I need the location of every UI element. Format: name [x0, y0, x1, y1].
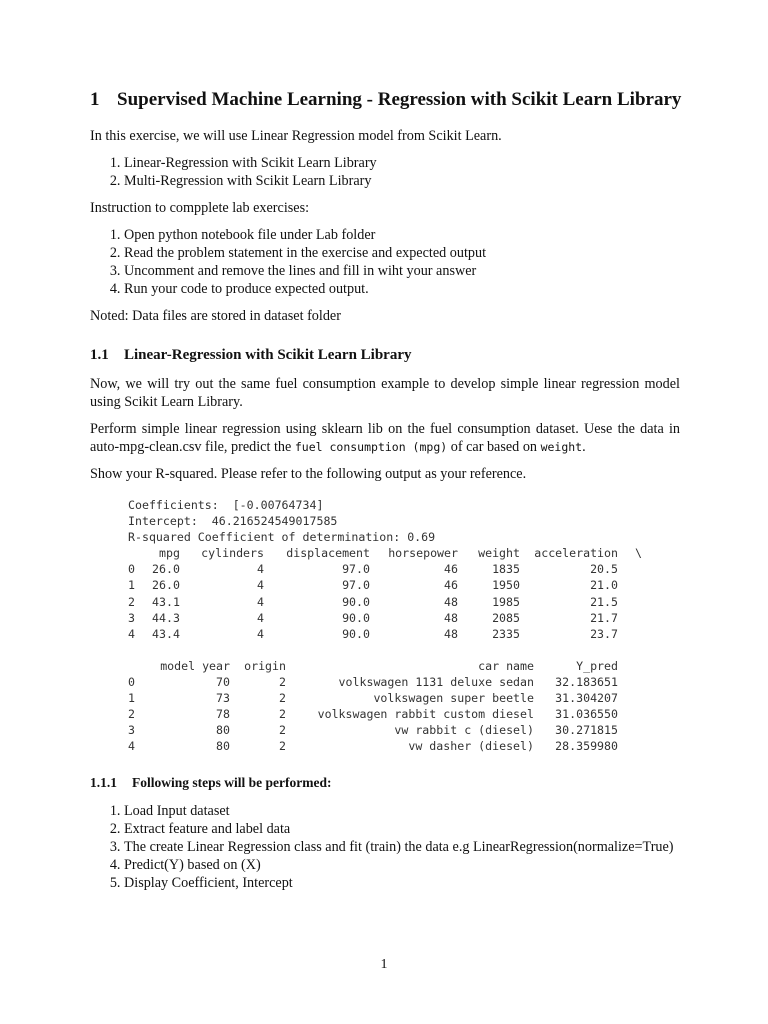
column-header: weight	[478, 546, 520, 561]
output-rsquared: R-squared Coefficient of determination: 0.69	[128, 530, 436, 545]
column-header: car name	[478, 658, 534, 673]
instructions-list	[90, 226, 680, 298]
subsection-heading	[90, 345, 680, 365]
list-item: 2. Multi-Regression with Scikit Learn Library	[124, 172, 680, 190]
column-header: model year	[160, 658, 230, 673]
output-intercept: Intercept: 46.216524549017585	[128, 514, 338, 529]
output-table-1	[128, 545, 642, 642]
column-header: horsepower	[388, 546, 458, 561]
table-row: 0 70 2 volkswagen 1131 deluxe sedan 32.183651	[128, 674, 618, 689]
table-row: 0 26.0 4 97.0 46 1835 20.5	[128, 562, 618, 577]
table-row: 2 43.1 4 90.0 48 1985 21.5	[128, 594, 618, 609]
subsubsection-title: Following steps will be performed:	[132, 775, 332, 791]
document-page	[90, 88, 680, 901]
note-paragraph: Noted: Data files are stored in dataset folder	[90, 308, 341, 324]
table-row: 2 78 2 volkswagen rabbit custom diesel 31.036550	[128, 707, 618, 722]
table-row: 3 44.3 4 90.0 48 2085 21.7	[128, 610, 618, 625]
column-header: origin	[244, 658, 286, 673]
list-item: 1. Linear-Regression with Scikit Learn Library	[124, 154, 680, 172]
list-item: 2. Extract feature and label data	[124, 820, 680, 838]
column-header: displacement	[286, 546, 370, 561]
page-number: 1	[380, 957, 388, 972]
list-item: 4. Predict(Y) based on (X)	[124, 856, 680, 874]
subsection-number: 1.1	[90, 347, 109, 363]
paragraph-1: Now, we will try out the same fuel consumption example to develop simple linear regression model using Scikit Learn Library.	[90, 376, 680, 410]
para2-text-a: Perform simple linear regression using sklearn lib on the fuel consumption dataset. Uese the data in auto-mpg-clean.csv file, predict the	[90, 421, 680, 455]
code-output	[128, 497, 680, 754]
inline-code-mpg: fuel consumption (mpg)	[294, 440, 448, 454]
para2-text-b: of car based on	[447, 439, 541, 455]
table-row: 1 26.0 4 97.0 46 1950 21.0	[128, 578, 618, 593]
table-header-row	[128, 658, 618, 674]
column-header: \	[635, 546, 642, 561]
subsubsection-heading	[90, 774, 680, 792]
table-header-row	[128, 545, 642, 561]
intro-paragraph: In this exercise, we will use Linear Regression model from Scikit Learn.	[90, 128, 502, 144]
list-item: 2. Read the problem statement in the exercise and expected output	[124, 244, 680, 262]
column-header: mpg	[159, 546, 180, 561]
column-header: Y_pred	[576, 658, 618, 673]
section-heading	[90, 88, 680, 112]
list-item: 3. Uncomment and remove the lines and fill in wiht your answer	[124, 262, 680, 280]
topics-list	[90, 154, 680, 190]
column-header: cylinders	[201, 546, 264, 561]
para2-text-c: .	[582, 439, 586, 455]
subsection-title: Linear-Regression with Scikit Learn Library	[124, 347, 412, 363]
list-item: 1. Open python notebook file under Lab folder	[124, 226, 680, 244]
steps-list	[90, 802, 680, 892]
table-row: 1 73 2 volkswagen super beetle 31.304207	[128, 691, 618, 706]
instruction-heading: Instruction to compplete lab exercises:	[90, 200, 310, 216]
paragraph-2	[90, 420, 680, 456]
table-row: 3 80 2 vw rabbit c (diesel) 30.271815	[128, 723, 618, 738]
table-row: 4 43.4 4 90.0 48 2335 23.7	[128, 626, 618, 641]
table-row: 4 80 2 vw dasher (diesel) 28.359980	[128, 739, 618, 754]
inline-code-weight: weight	[540, 440, 583, 454]
section-number: 1	[90, 89, 100, 110]
output-coefficients: Coefficients: [-0.00764734]	[128, 498, 324, 512]
subsubsection-number: 1.1.1	[90, 775, 117, 791]
list-item: 1. Load Input dataset	[124, 802, 680, 820]
list-item: 3. The create Linear Regression class and fit (train) the data e.g LinearRegression(normalize=True)	[124, 838, 680, 856]
column-header: acceleration	[534, 546, 618, 561]
paragraph-3: Show your R-squared. Please refer to the following output as your reference.	[90, 466, 527, 482]
list-item: 5. Display Coefficient, Intercept	[124, 874, 680, 892]
list-item: 4. Run your code to produce expected output.	[124, 280, 680, 298]
section-title: Supervised Machine Learning - Regression with Scikit Learn Library	[117, 89, 682, 110]
output-table-2	[128, 658, 618, 755]
